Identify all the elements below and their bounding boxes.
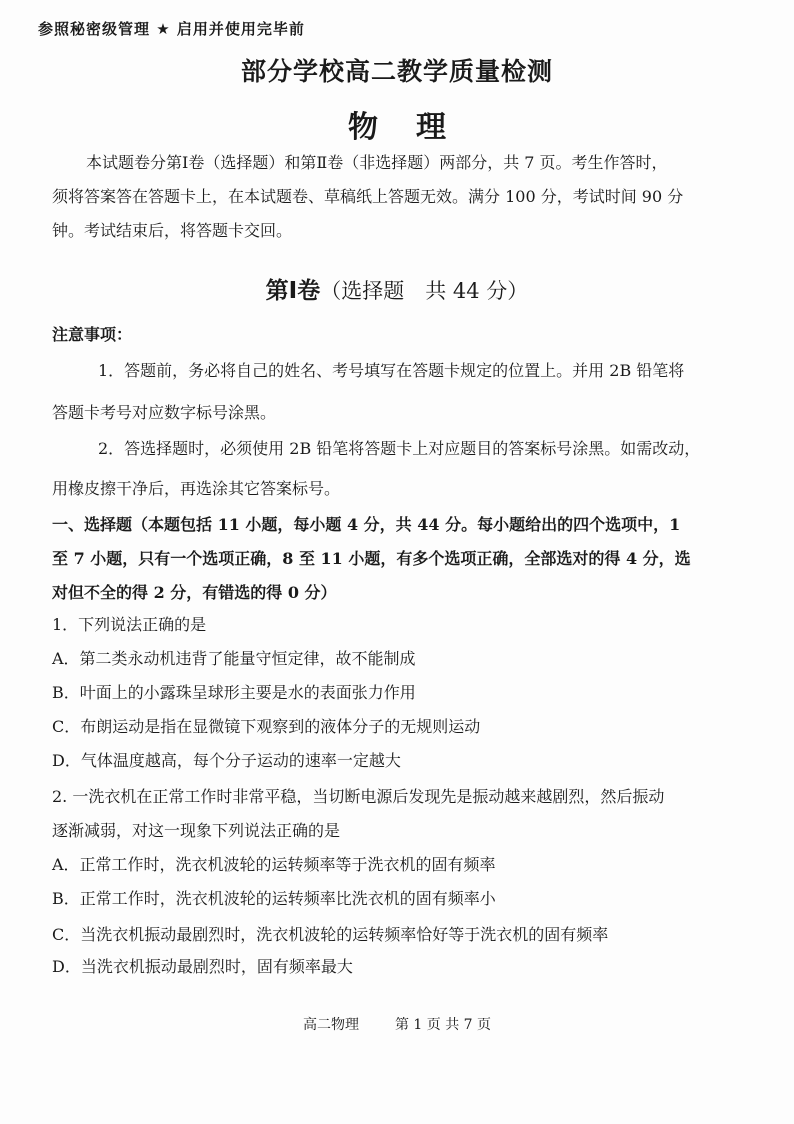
question-1-stem: 1．下列说法正确的是 bbox=[52, 615, 207, 634]
question-1-option-a: A．第二类永动机违背了能量守恒定律，故不能制成 bbox=[52, 649, 416, 668]
notice-item-2-line-2: 用橡皮擦干净后，再选涂其它答案标号。 bbox=[52, 479, 341, 498]
question-2-stem-line-1: 2. 一洗衣机在正常工作时非常平稳，当切断电源后发现先是振动越来越剧烈，然后振动 bbox=[52, 787, 665, 806]
question-1-option-c: C．布朗运动是指在显微镜下观察到的液体分子的无规则运动 bbox=[52, 717, 481, 736]
question-2-option-c: C．当洗衣机振动最剧烈时，洗衣机波轮的运转频率恰好等于洗衣机的固有频率 bbox=[52, 925, 609, 944]
question-2-stem-line-2: 逐渐减弱，对这一现象下列说法正确的是 bbox=[52, 821, 341, 840]
section-1-line-3: 对但不全的得 2 分，有错选的得 0 分） bbox=[52, 583, 337, 602]
footer-page-number: 第 1 页 共 7 页 bbox=[394, 1017, 492, 1033]
notice-item-1-line-1: 1．答题前，务必将自己的姓名、考号填写在答题卡规定的位置上。并用 2B 铅笔将 bbox=[98, 361, 685, 380]
confidentiality-mark: 参照秘密级管理 ★ 启用并使用完毕前 bbox=[38, 20, 305, 38]
page-footer bbox=[0, 1014, 794, 1034]
exam-title: 部分学校高二教学质量检测 bbox=[240, 57, 553, 86]
part-1-subtitle: （选择题 共 44 分） bbox=[320, 279, 529, 303]
notice-heading: 注意事项： bbox=[52, 325, 133, 344]
section-1-line-2: 至 7 小题，只有一个选项正确，8 至 11 小题，有多个选项正确，全部选对的得 4 分，选 bbox=[52, 549, 691, 568]
question-2-option-a: A．正常工作时，洗衣机波轮的运转频率等于洗衣机的固有频率 bbox=[52, 855, 496, 874]
section-1-line-1: 一、选择题（本题包括 11 小题，每小题 4 分，共 44 分。每小题给出的四个选项中，1 bbox=[52, 515, 681, 534]
question-2-option-b: B．正常工作时，洗衣机波轮的运转频率比洗衣机的固有频率小 bbox=[52, 889, 496, 908]
notice-item-1-line-2: 答题卡考号对应数字标号涂黑。 bbox=[52, 403, 277, 422]
intro-line-2: 须将答案答在答题卡上，在本试题卷、草稿纸上答题无效。满分 100 分，考试时间 90 分 bbox=[52, 187, 684, 206]
part-1-label: 第Ⅰ卷 bbox=[265, 278, 321, 304]
part-1-title bbox=[0, 272, 794, 305]
question-1-option-b: B．叶面上的小露珠呈球形主要是水的表面张力作用 bbox=[52, 683, 416, 702]
intro-line-3: 钟。考试结束后，将答题卡交回。 bbox=[52, 221, 293, 240]
intro-line-1: 本试题卷分第Ⅰ卷（选择题）和第Ⅱ卷（非选择题）两部分，共 7 页。考生作答时， bbox=[86, 153, 668, 172]
notice-item-2-line-1: 2．答选择题时，必须使用 2B 铅笔将答题卡上对应题目的答案标号涂黑。如需改动， bbox=[98, 439, 701, 458]
question-2-option-d: D．当洗衣机振动最剧烈时，固有频率最大 bbox=[52, 957, 353, 976]
footer-subject: 高二物理 bbox=[302, 1017, 359, 1033]
subject-title: 物理 bbox=[348, 110, 484, 145]
question-1-option-d: D．气体温度越高，每个分子运动的速率一定越大 bbox=[52, 751, 401, 770]
